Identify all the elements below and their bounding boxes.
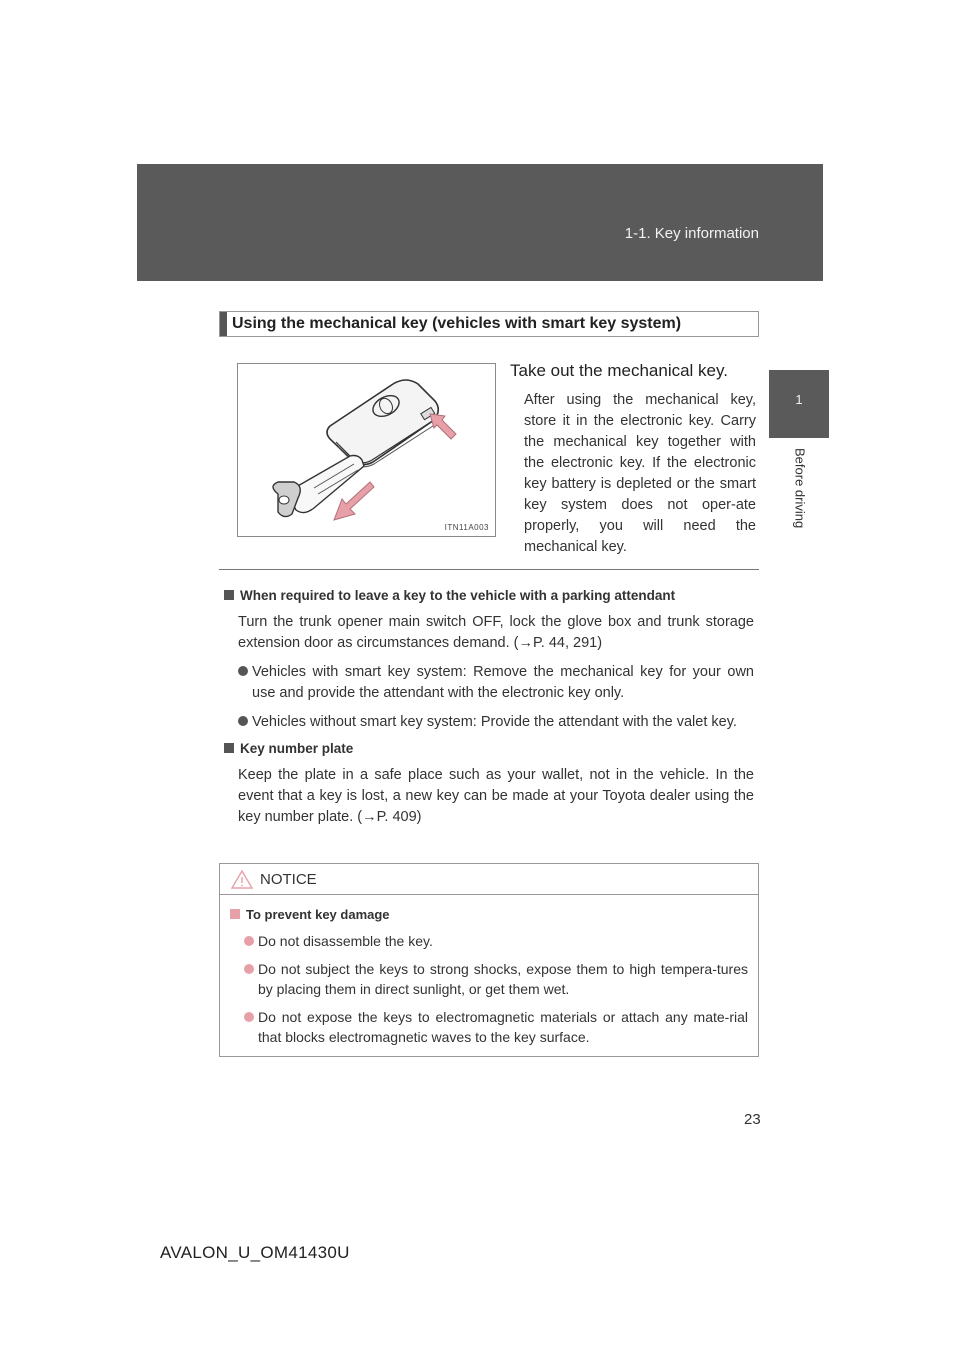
chapter-tab — [769, 370, 829, 438]
step-body: After using the mechanical key, store it in the electronic key. Carry the mechanical key together with the electronic key. If the electronic key battery is depleted or the smart key system does not oper-ate properly, you will need the mechanical key. — [524, 392, 756, 555]
round-bullet-icon — [238, 716, 248, 726]
notice-heading — [230, 907, 748, 922]
round-bullet-icon — [244, 936, 254, 946]
square-bullet-icon — [224, 590, 234, 600]
notice-box — [219, 863, 759, 1057]
divider — [219, 569, 759, 570]
notes-section — [224, 588, 754, 836]
section-header: 1-1. Key information — [624, 225, 759, 242]
round-bullet-icon — [244, 964, 254, 974]
pull-arrow — [334, 482, 374, 520]
notice-body — [220, 895, 758, 1047]
chapter-number: 1 — [795, 392, 803, 407]
round-bullet-icon — [238, 666, 248, 676]
notice-bullet — [244, 1007, 748, 1047]
footer-code: AVALON_U_OM41430U — [160, 1243, 350, 1262]
section-title-bar — [219, 311, 759, 337]
notice-header — [220, 864, 758, 895]
note-bullet-text: Vehicles without smart key system: Provide the attendant with the valet key. — [252, 714, 737, 730]
figure-id: ITN11A003 — [444, 523, 489, 532]
note-heading-text: Key number plate — [240, 741, 354, 756]
note-heading-text: When required to leave a key to the vehicle with a parking attendant — [240, 588, 676, 603]
step-title: Take out the mechanical key. — [510, 361, 728, 380]
warning-triangle-icon — [230, 869, 254, 890]
note-bullet — [238, 712, 754, 733]
key-fob-body — [327, 380, 438, 467]
page-number: 23 — [744, 1111, 761, 1128]
chapter-label-text: Before driving — [792, 448, 808, 529]
notice-bullet-text: Do not disassemble the key. — [258, 933, 433, 949]
note-heading — [224, 741, 754, 756]
chapter-label — [790, 448, 810, 548]
notice-bullet-text: Do not subject the keys to strong shocks, expose them to high tempera-tures by placing them in direct sunlight, or get them wet. — [258, 961, 748, 997]
push-arrow — [430, 414, 456, 439]
note-bullet-text: Vehicles with smart key system: Remove the mechanical key for your own use and provide the attendant with the electronic key only. — [252, 664, 754, 701]
square-bullet-icon — [230, 909, 240, 919]
section-marker — [220, 312, 227, 336]
header-band — [137, 164, 823, 281]
notice-bullet — [244, 959, 748, 999]
key-figure — [237, 363, 496, 537]
square-bullet-icon — [224, 743, 234, 753]
note-paragraph: Keep the plate in a safe place such as your wallet, not in the vehicle. In the event that a key is lost, a new key can be made at your Toyota dealer using the key number plate. (→P. 409) — [238, 767, 754, 825]
key-fob-illustration — [238, 364, 495, 536]
note-paragraph: Turn the trunk opener main switch OFF, lock the glove box and trunk storage extension door as circumstances demand. (→P. 44, 291) — [238, 614, 754, 651]
section-title: Using the mechanical key (vehicles with smart key system) — [232, 315, 682, 332]
notice-title: NOTICE — [260, 871, 317, 888]
note-bullet — [238, 662, 754, 704]
notice-bullet — [244, 931, 748, 951]
notice-bullet-text: Do not expose the keys to electromagnetic materials or attach any mate-rial that blocks electromagnetic waves to the key surface. — [258, 1009, 748, 1045]
round-bullet-icon — [244, 1012, 254, 1022]
notice-heading-text: To prevent key damage — [246, 907, 390, 922]
note-heading — [224, 588, 754, 603]
